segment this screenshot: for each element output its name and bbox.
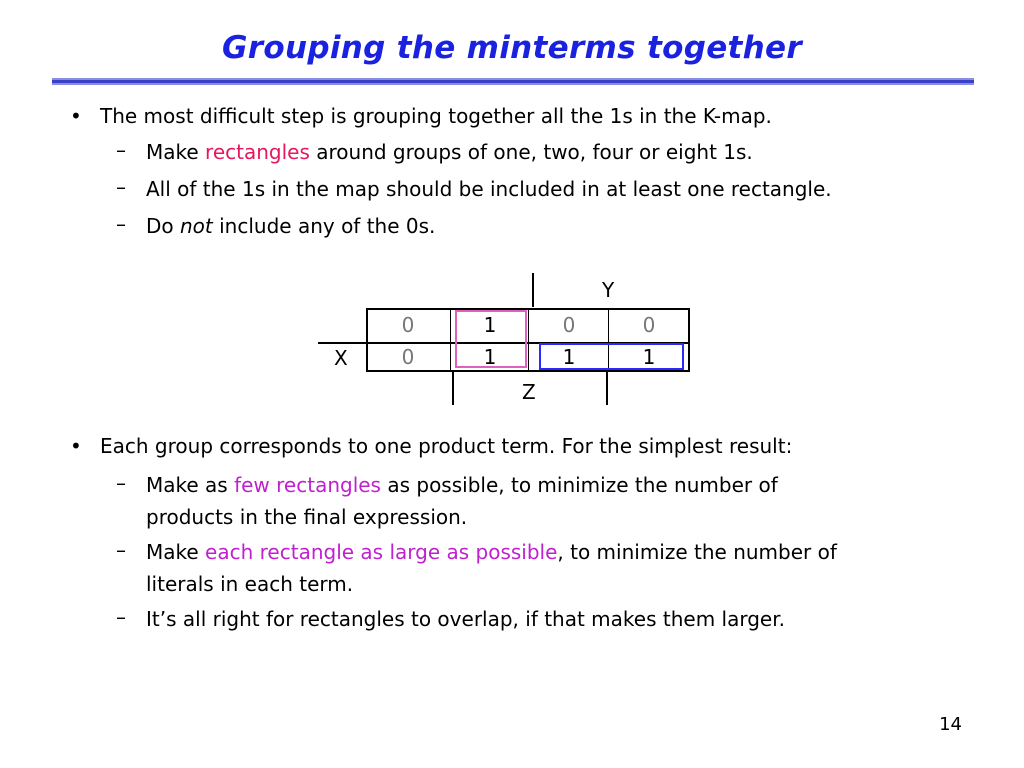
- sub-bullet-rectangles: [116, 136, 753, 168]
- kmap-cell-r1-c3: 1: [642, 345, 656, 369]
- grid-middle-line: [318, 342, 690, 344]
- sub-bullet-text-post: around groups of one, two, four or eight 1s.: [309, 140, 753, 164]
- y-variable-label: Y: [602, 278, 615, 302]
- sub-bullet-include-all-ones: [116, 173, 832, 205]
- sub-bullet-text: All of the 1s in the map should be included in at least one rectangle.: [146, 177, 832, 201]
- highlight-each-rectangle-large: each rectangle as large as possible: [205, 540, 558, 564]
- sub-bullet-text-post: , to minimize the number of: [557, 540, 837, 564]
- dash-marker: –: [116, 471, 126, 495]
- emphasis-not: not: [180, 214, 213, 238]
- sub-bullet-exclude-zeros: [116, 210, 436, 242]
- bullet-item-kmap-grouping: [70, 100, 772, 132]
- group-rectangle-blue: [539, 343, 684, 370]
- dash-marker: –: [116, 212, 126, 236]
- kmap-cell-r0-c0: 0: [401, 313, 415, 337]
- bullet-text: The most difficult step is grouping together all the 1s in the K-map.: [100, 104, 772, 128]
- y-label-line: [532, 273, 534, 307]
- highlight-rectangles: rectangles: [205, 140, 310, 164]
- bullet-marker: •: [70, 104, 82, 128]
- grid-col-line: [450, 308, 451, 372]
- grid-col-line: [528, 308, 529, 372]
- sub-bullet-few-rectangles: [116, 469, 778, 533]
- sub-bullet-text-pre: Make: [146, 140, 206, 164]
- dash-marker: –: [116, 605, 126, 629]
- z-label-line-right: [606, 372, 608, 405]
- sub-bullet-text-pre: Do: [146, 214, 180, 238]
- kmap-cell-r1-c1: 1: [483, 345, 497, 369]
- bullet-item-product-term: [70, 430, 793, 462]
- sub-bullet-text-post: include any of the 0s.: [212, 214, 436, 238]
- sub-bullet-text: It’s all right for rectangles to overlap, if that makes them larger.: [146, 607, 785, 631]
- sub-bullet-text-pre: Make: [146, 540, 206, 564]
- kmap-cell-r0-c1: 1: [483, 313, 497, 337]
- sub-bullet-text-pre: Make as: [146, 473, 235, 497]
- x-variable-label: X: [334, 346, 348, 370]
- kmap-cell-r1-c2: 1: [562, 345, 576, 369]
- sub-bullet-overlap: [116, 603, 785, 635]
- sub-bullet-text-line2: products in the final expression.: [146, 505, 468, 529]
- dash-marker: –: [116, 538, 126, 562]
- kmap-cell-r0-c2: 0: [562, 313, 576, 337]
- dash-marker: –: [116, 138, 126, 162]
- sub-bullet-text-line2: literals in each term.: [146, 572, 354, 596]
- dash-marker: –: [116, 175, 126, 199]
- bullet-text: Each group corresponds to one product term. For the simplest result:: [100, 434, 793, 458]
- slide-title: Grouping the minterms together: [222, 30, 802, 66]
- sub-bullet-large-rectangles: [116, 536, 837, 600]
- grid-left-border: [366, 308, 368, 372]
- page-number: 14: [939, 714, 962, 735]
- group-rectangle-pink: [455, 310, 527, 368]
- title-divider: [52, 78, 974, 85]
- kmap-cell-r1-c0: 0: [401, 345, 415, 369]
- z-label-line-left: [452, 372, 454, 405]
- grid-top-border: [368, 308, 690, 310]
- grid-bottom-border: [368, 370, 690, 372]
- grid-col-line: [608, 308, 609, 372]
- sub-bullet-text-post: as possible, to minimize the number of: [380, 473, 778, 497]
- highlight-few-rectangles: few rectangles: [234, 473, 381, 497]
- bullet-marker: •: [70, 434, 82, 458]
- z-variable-label: Z: [522, 380, 536, 404]
- kmap-cell-r0-c3: 0: [642, 313, 656, 337]
- grid-right-border: [688, 308, 690, 372]
